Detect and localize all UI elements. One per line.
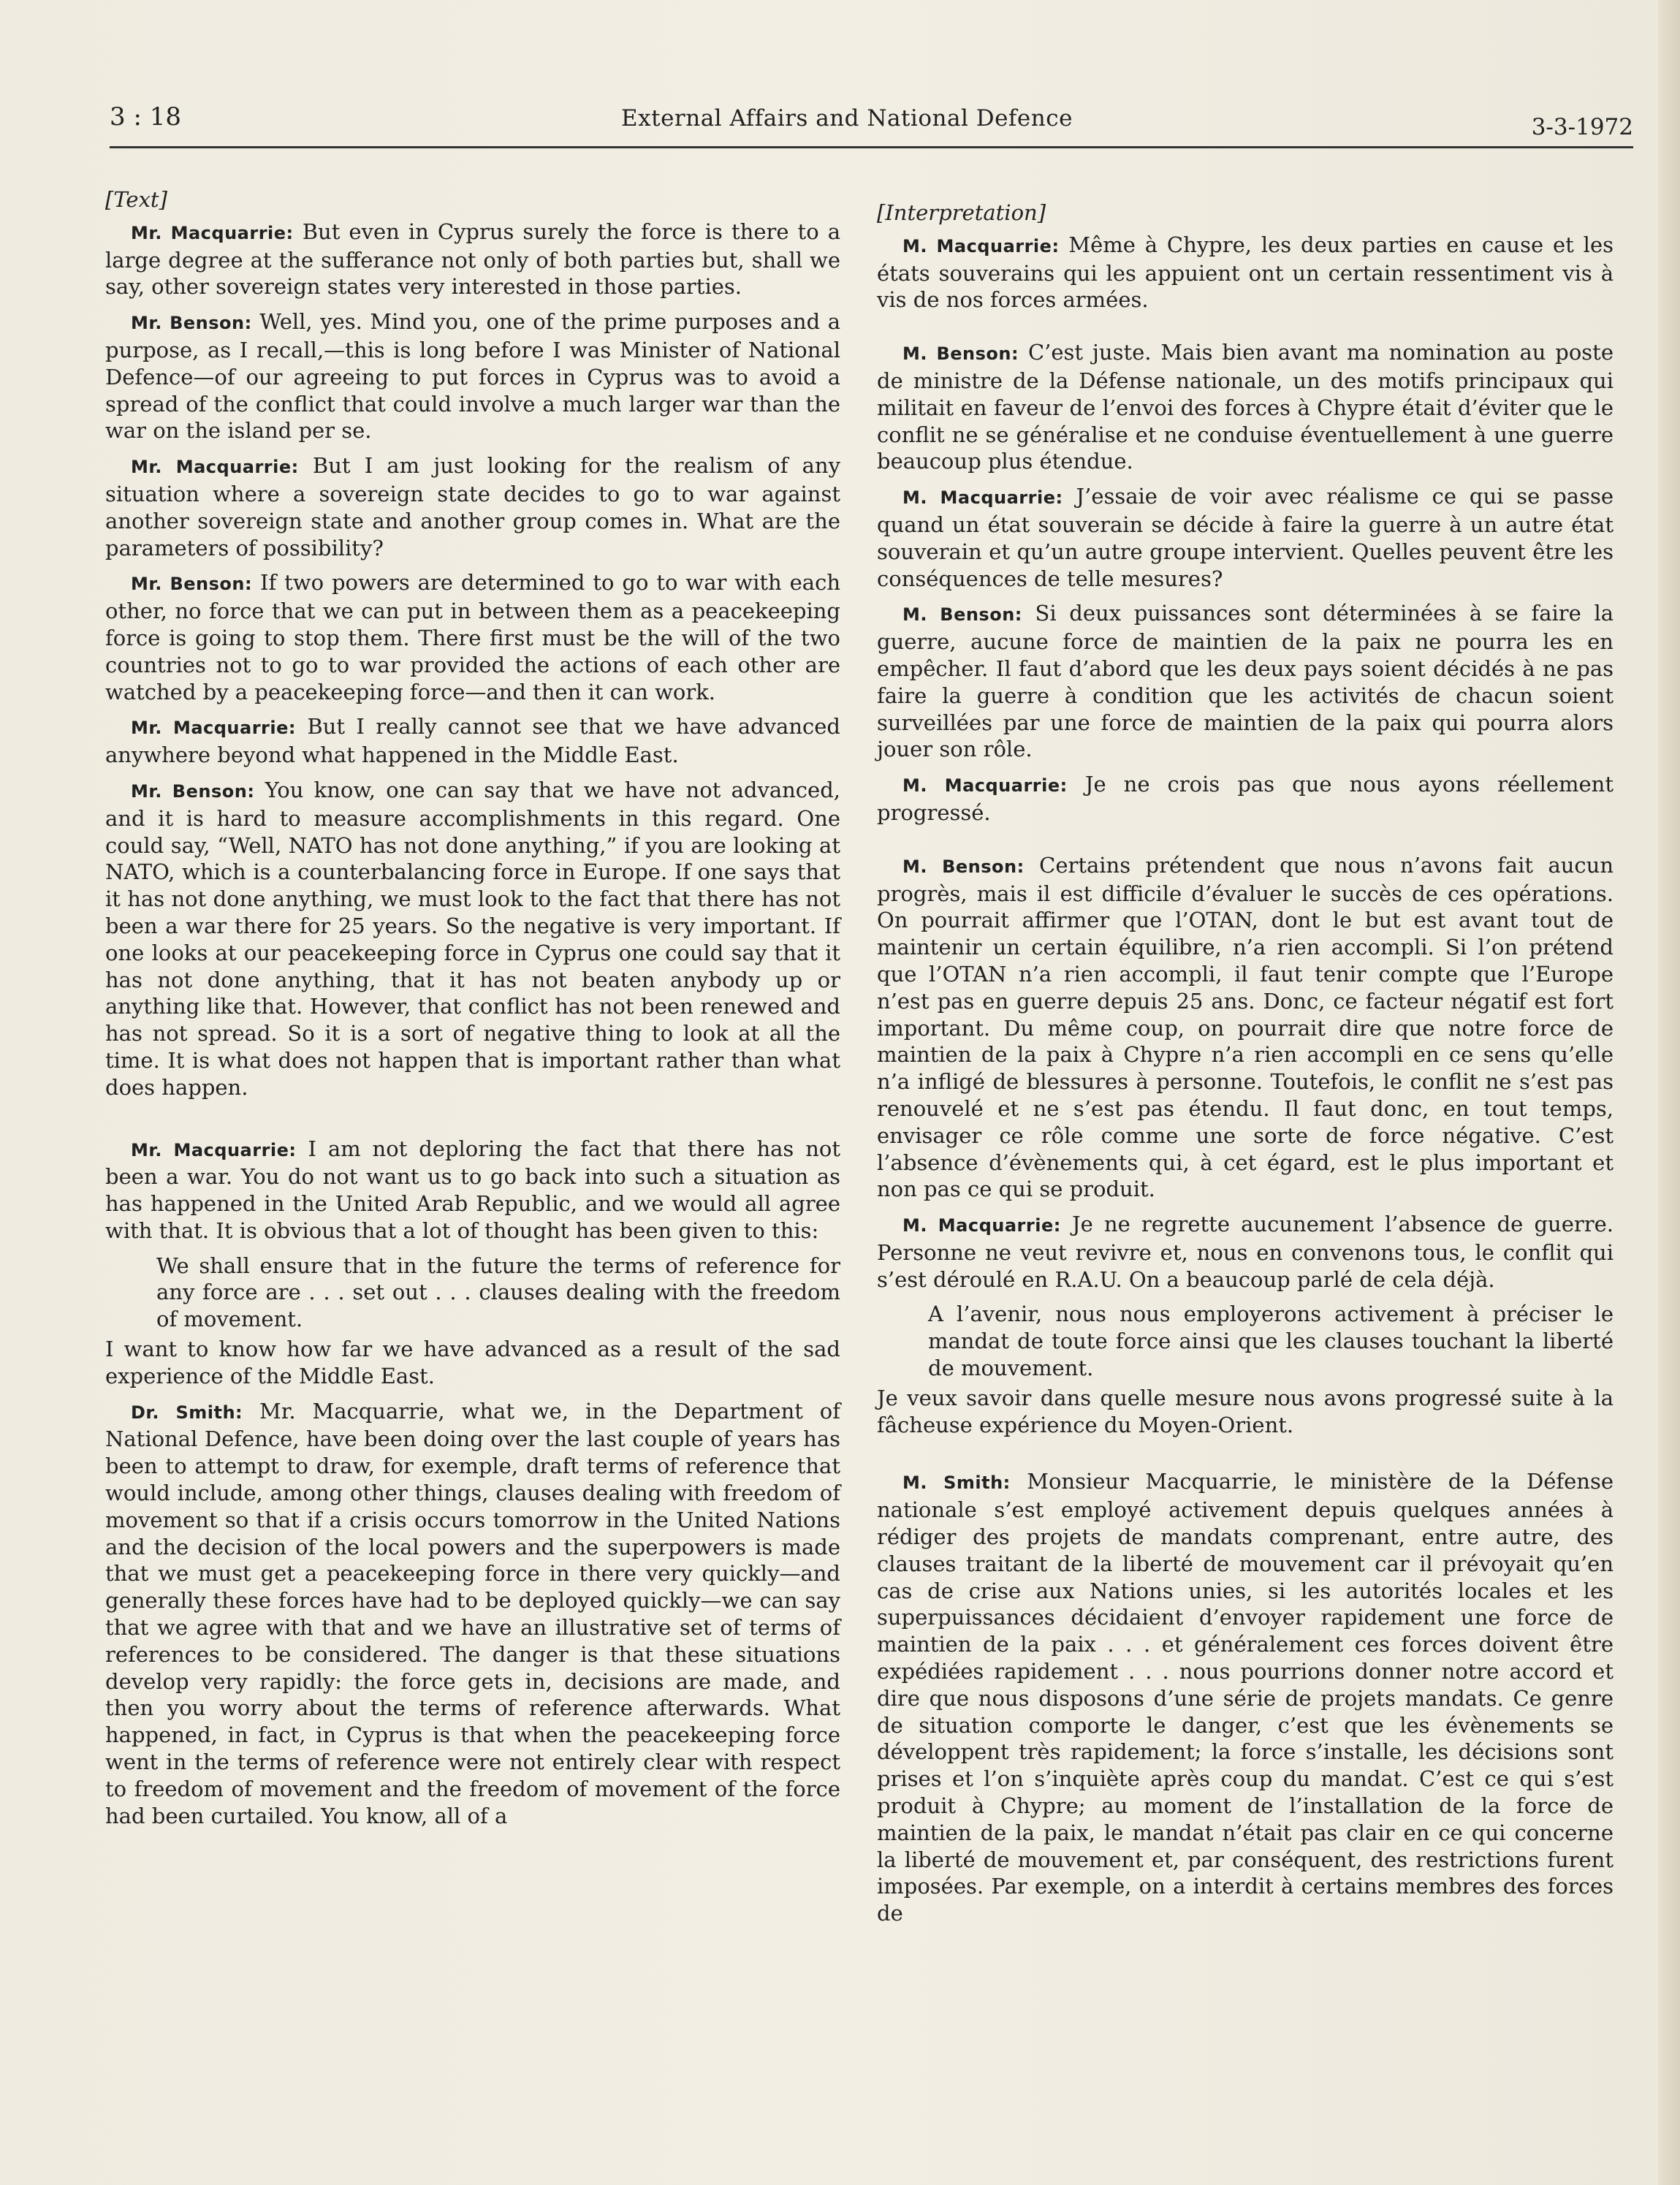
speech-text: Monsieur Macquarrie, le ministère de la Défense nationale s’est employé activement depuis quelques années à rédiger des projets de mandats comprenant, entre autre, des clauses traitant de la liberté de mouvement car il prévoyait qu’en cas de crise aux Nations unies, si les autorités locales et les superpuissances décidaient d’envoyer rapidement une force de maintien de la paix . . . et généralement ces forces doivent être expédiées rapidement . . . nous pourrions donner notre accord et dire que nous disposons d’une série de projets mandats. Ce genre de situation comporte le danger, c’est que les évènements se développent très rapidement; la force s’installe, les décisions sont prises et l’on s’inquiète après coup du mandat. C’est ce qui s’est produit à Chypre; au moment de l’installation de la force de maintien de la paix, le mandat n’était pas clair en ce qui concerne la liberté de mouvement et, par conséquent, des restrictions furent imposées. Par exemple, on a interdit à certains membres des forces de bbox=[877, 1469, 1614, 1926]
speaker-name: Mr. Macquarrie: bbox=[131, 1139, 297, 1160]
paragraph-continuation: Je veux savoir dans quelle mesure nous avons progressé suite à la fâcheuse expérience du Moyen-Orient. bbox=[877, 1385, 1614, 1437]
speaker-name: Dr. Smith: bbox=[131, 1402, 243, 1423]
french-column bbox=[877, 186, 1614, 1935]
speech-text: Je ne crois pas que nous ayons réellement progressé. bbox=[877, 772, 1614, 825]
meeting-date: 3-3-1972 bbox=[1531, 114, 1633, 140]
paragraph bbox=[877, 1211, 1614, 1293]
paragraph bbox=[877, 852, 1614, 1203]
running-title: External Affairs and National Defence bbox=[621, 105, 1073, 132]
paragraph bbox=[877, 232, 1614, 314]
speech-text: You know, one can say that we have not advanced, and it is hard to measure accomplishments in this regard. One could say, “Well, NATO has not done anything,” if you are looking at NATO, which is a counterbalancing force in Europe. If one says that it has not done anything, we must look to the fact that there has not been a war there for 25 years. So the negative is very important. If one looks at our peacekeeping force in Cyprus one could say that it has not done anything, that it has not beaten anybody up or anything like that. However, that conflict has not been renewed and has not spread. So it is a sort of negative thing to look at all the time. It is what does not happen that is important rather than what does happen. bbox=[105, 777, 840, 1100]
paragraph bbox=[105, 1136, 840, 1244]
paragraph bbox=[877, 771, 1614, 826]
speech-text: J’essaie de voir avec réalisme ce qui se passe quand un état souverain se décide à faire la guerre à un autre état souverain et qu’un autre groupe intervient. Quelles peuvent être les conséquences de telle mesures? bbox=[877, 484, 1614, 591]
paragraph bbox=[105, 713, 840, 769]
speech-text: Si deux puissances sont déterminées à se faire la guerre, aucune force de maintien de la paix ne pourra les en empêcher. Il faut d’abord que les deux pays soient décidés à ne pas faire la guerre à condition que les activités de chacun soient surveillées par une force de maintien de la paix qui pourra alors jouer son rôle. bbox=[877, 601, 1614, 762]
paragraph bbox=[105, 452, 840, 561]
speech-text: I am not deploring the fact that there has not been a war. You do not want us to go back into such a situation as has happened in the United Arab Republic, and we would all agree with that. It is obvious that a lot of thought has been given to this: bbox=[105, 1136, 840, 1243]
speaker-name: M. Benson: bbox=[902, 856, 1025, 877]
speech-text: But even in Cyprus surely the force is there to a large degree at the sufferance not only of both parties but, shall we say, other sovereign states very interested in those parties. bbox=[105, 218, 841, 300]
speaker-name: M. Smith: bbox=[902, 1472, 1011, 1494]
speaker-name: Mr. Benson: bbox=[131, 313, 252, 334]
speaker-name: Mr. Benson: bbox=[131, 574, 253, 595]
speech-text: Certains prétendent que nous n’avons fait aucun progrès, mais il est difficile d’évaluer le succès de ces opérations. On pourrait affirmer que l’OTAN, dont le but est avant tout de maintenir un certain équilibre, n’a rien accompli. Si l’on prétend que l’OTAN n’a rien accompli, il faut tenir compte que l’Europe n’est pas en guerre depuis 25 ans. Donc, ce facteur négatif est fort important. Du même coup, on pourrait dire que notre force de maintien de la paix à Chypre n’a rien accompli en ce sens qu’elle n’a infligé de blessures à personne. Toutefois, le conflit ne s’est pas renouvelé et ne s’est pas étendu. Il faut donc, en tout temps, envisager ce rôle comme une sorte de force négative. C’est l’absence d’évènements qui, à cet égard, est le plus important et non pas ce qui se produit. bbox=[877, 852, 1614, 1202]
section-label: [Interpretation] bbox=[877, 200, 1046, 225]
speech-text: Je ne regrette aucunement l’absence de guerre. Personne ne veut revivre et, nous en convenons tous, le conflit qui s’est déroulé en R.A.U. On a beaucoup parlé de cela déjà. bbox=[877, 1212, 1614, 1292]
paragraph bbox=[877, 1468, 1614, 1927]
paragraph bbox=[105, 569, 840, 705]
paragraph bbox=[105, 308, 840, 444]
paragraph bbox=[105, 777, 840, 1101]
paragraph bbox=[877, 600, 1614, 763]
speaker-name: M. Benson: bbox=[902, 343, 1019, 365]
paragraph bbox=[877, 339, 1614, 475]
speech-text: Well, yes. Mind you, one of the prime purposes and a purpose, as I recall,—this is long before I was Minister of National Defence—of our agreeing to put forces in Cyprus was to avoid a spread of the conflict that could involve a much larger war than the war on the island per se. bbox=[105, 309, 840, 444]
paragraph bbox=[105, 218, 840, 300]
speech-text: Même à Chypre, les deux parties en cause et les états souverains qui les appuient ont un certain ressentiment vis à vis de nos forces armées. bbox=[877, 232, 1614, 313]
speaker-name: M. Macquarrie: bbox=[902, 235, 1060, 256]
paragraph bbox=[877, 483, 1614, 592]
speaker-name: M. Macquarrie: bbox=[902, 1215, 1061, 1236]
speech-text: If two powers are determined to go to war with each other, no force that we can put in between them as a peacekeeping force is going to stop them. There first must be the will of the two countries not to go to war provided the actions of each other are watched by a peacekeeping force—and then it can work. bbox=[105, 570, 841, 704]
page-number: 3 : 18 bbox=[110, 102, 181, 132]
page-header bbox=[110, 102, 1633, 148]
speaker-name: M. Macquarrie: bbox=[902, 487, 1063, 509]
speech-text: But I am just looking for the realism of any situation where a sovereign state decides to go to war against another sovereign state and another group comes in. What are the parameters of possibility? bbox=[105, 453, 840, 560]
speaker-name: Mr. Benson: bbox=[131, 780, 255, 802]
speaker-name: Mr. Macquarrie: bbox=[131, 222, 294, 243]
speaker-name: Mr. Macquarrie: bbox=[131, 718, 296, 739]
block-quote: A l’avenir, nous nous employerons activement à préciser le mandat de toute force ainsi que les clauses touchant la liberté de mouvement. bbox=[928, 1302, 1614, 1381]
paragraph-continuation: I want to know how far we have advanced as a result of the sad experience of the Middle East. bbox=[105, 1337, 840, 1388]
speaker-name: M. Macquarrie: bbox=[902, 775, 1068, 797]
block-quote: We shall ensure that in the future the terms of reference for any force are . . . set out . . . clauses dealing with the freedom of movement. bbox=[156, 1253, 840, 1332]
speaker-name: M. Benson: bbox=[902, 604, 1022, 626]
section-label: [Text] bbox=[105, 187, 167, 212]
speech-text: C’est juste. Mais bien avant ma nomination au poste de ministre de la Défense nationale, un des motifs principaux qui militait en faveur de l’envoi des forces à Chypre était d’éviter que le conflit ne se généralise et ne conduise éventuellement à une guerre beaucoup plus étendue. bbox=[877, 340, 1614, 474]
paragraph bbox=[105, 1398, 840, 1830]
speaker-name: Mr. Macquarrie: bbox=[131, 457, 299, 478]
speech-text: But I really cannot see that we have advanced anywhere beyond what happened in the Middle East. bbox=[105, 714, 840, 768]
speech-text: Mr. Macquarrie, what we, in the Department of National Defence, have been doing over the last couple of years has been to attempt to draw, for exemple, draft terms of reference that would include, among other things, clauses dealing with freedom of movement so that if a crisis occurs tomorrow in the United Nations and the decision of the local powers and the superpowers is made that we must get a peacekeeping force in there very quickly—and generally these forces have had to be deployed quickly—we can say that we agree with that and we have an illustrative set of terms of references to be considered. The danger is that these situations develop very rapidly: the force gets in, decisions are made, and then you worry about the terms of reference afterwards. What happened, in fact, in Cyprus is that when the peacekeeping force went in the terms of reference were not entirely clear with respect to freedom of movement and the freedom of movement of the force had been curtailed. You know, all of a bbox=[105, 1398, 841, 1828]
page-edge bbox=[1658, 0, 1680, 2185]
english-column bbox=[105, 186, 840, 1837]
